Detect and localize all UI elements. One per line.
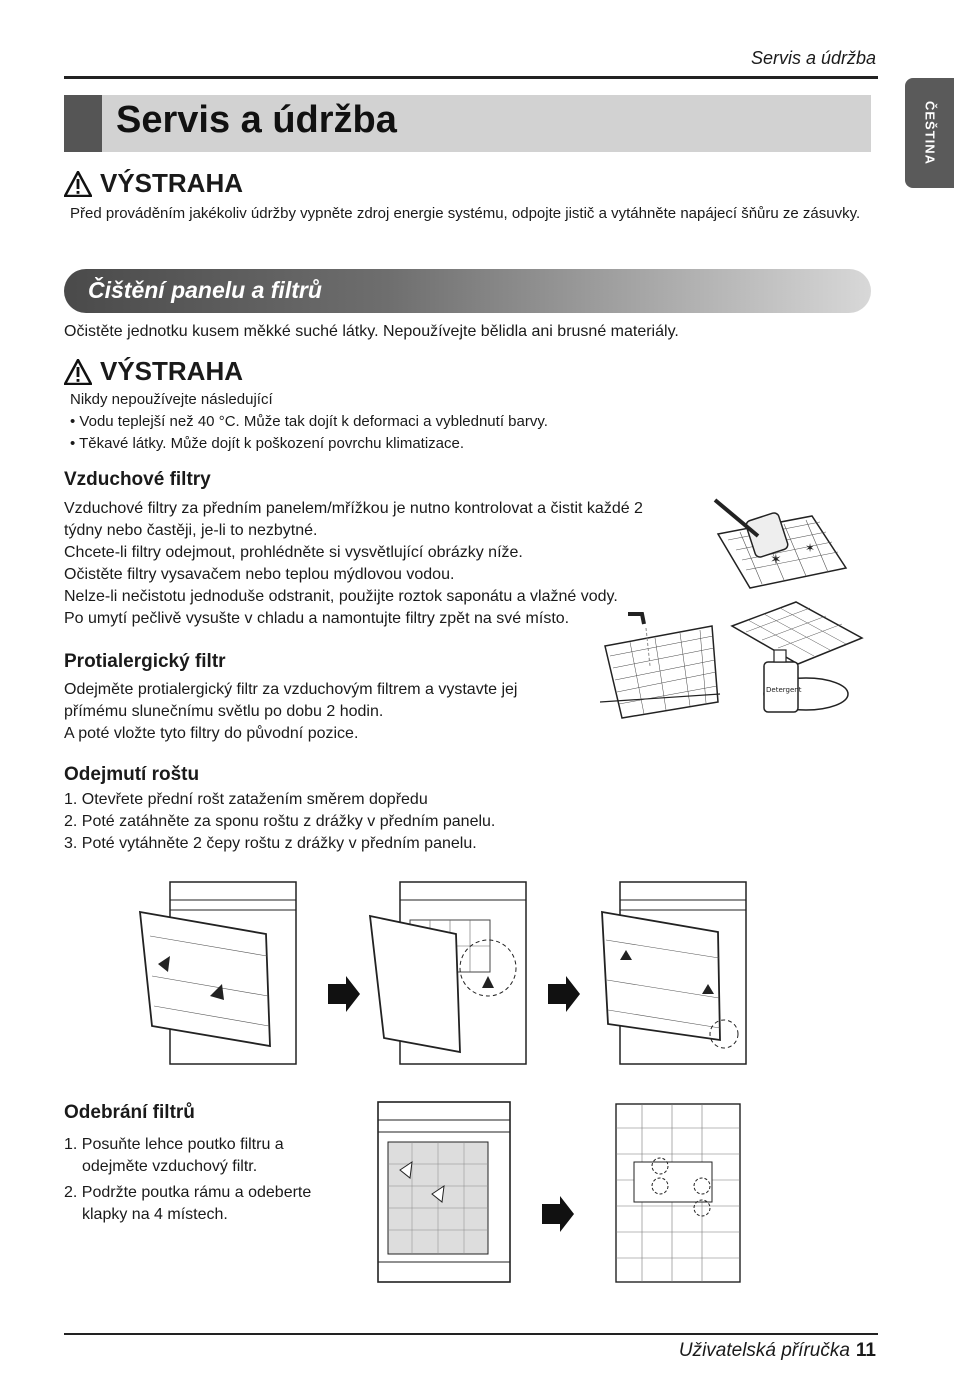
text-line: přímému slunečnímu světlu po dobu 2 hodin. [64, 703, 384, 720]
unit-step-1 [140, 882, 296, 1064]
unit-filter-removed [616, 1104, 740, 1282]
arrow-right-icon [328, 976, 360, 1012]
text-line: Nelze-li nečistotu jednoduše odstranit, použijte roztok saponátu a vlažné vody. [64, 588, 618, 605]
unit-with-filter [378, 1102, 510, 1282]
grille-removal-heading: Odejmutí roštu [64, 764, 200, 785]
title-bar [64, 95, 871, 152]
page-number: 11 [855, 1340, 876, 1361]
allergy-filter-heading: Protialergický filtr [64, 651, 226, 672]
step: 3. Poté vytáhněte 2 čepy roštu z drážky v předním panelu. [64, 835, 477, 852]
warning-2-bullet: • Těkavé látky. Může dojít k poškození povrchu klimatizace. [70, 435, 465, 452]
section-intro: Očistěte jednotku kusem měkké suché látky. Nepoužívejte bělidla ani brusné materiály. [64, 323, 679, 340]
section-heading: Čištění panelu a filtrů [88, 277, 322, 303]
detergent-label: Detergent [766, 686, 802, 694]
svg-text:✶: ✶ [805, 541, 816, 555]
footer-text: Uživatelská příručka [678, 1340, 850, 1361]
warning-2-bullet: • Vodu teplejší než 40 °C. Může tak dojít k deformaci a vyblednutí barvy. [70, 413, 548, 430]
warning-triangle-icon [64, 359, 92, 385]
filter-removal-steps [64, 1134, 311, 1226]
section-bar [64, 269, 871, 313]
warning-2-lead: Nikdy nepoužívejte následující [70, 391, 273, 408]
warning-1-text: Před prováděním jakékoliv údržby vypněte zdroj energie systému, odpojte jistič a vytáhněte napájecí šňůru ze zásuvky. [70, 205, 861, 222]
step: 2. Podržte poutka rámu a odeberte [64, 1184, 312, 1201]
language-tab-label: ČEŠTINA [922, 100, 937, 166]
text-line: týdny nebo častěji, je-li to nezbytné. [64, 522, 318, 539]
text-line: Chcete-li filtry odejmout, prohlédněte si vysvětlující obrázky níže. [64, 544, 523, 561]
warning-heading-1-text: VÝSTRAHA [100, 168, 244, 198]
step: odejměte vzduchový filtr. [82, 1158, 258, 1175]
vacuum-filter-drawing [715, 500, 846, 588]
filter-removal-heading: Odebrání filtrů [64, 1102, 195, 1123]
filter-cleaning-illustration [600, 496, 900, 730]
step: 1. Posuňte lehce poutko filtru a [64, 1136, 284, 1153]
step: 1. Otevřete přední rošt zatažením směrem dopředu [64, 791, 428, 808]
air-filters-heading: Vzduchové filtry [64, 469, 211, 490]
arrow-right-icon [542, 1196, 574, 1232]
warning-heading-1 [64, 168, 243, 199]
top-rule [64, 76, 878, 79]
language-tab [905, 78, 954, 188]
arrow-right-icon [548, 976, 580, 1012]
warning-heading-2 [64, 356, 243, 387]
text-line: Po umytí pečlivě vysušte v chladu a namontujte filtry zpět na své místo. [64, 610, 570, 627]
warning-heading-2-text: VÝSTRAHA [100, 356, 244, 386]
grille-removal-illustration [100, 876, 760, 1072]
page-title: Servis a údržba [116, 99, 397, 141]
step: 2. Poté zatáhněte za sponu roštu z drážky v předním panelu. [64, 813, 496, 830]
text-line: Odejměte protialergický filtr za vzduchovým filtrem a vystavte jej [64, 681, 518, 698]
warning-triangle-icon [64, 171, 92, 197]
unit-step-2 [370, 882, 526, 1064]
allergy-filter-text [64, 679, 584, 745]
text-line: Očistěte filtry vysavačem nebo teplou mýdlovou vodou. [64, 566, 455, 583]
step: klapky na 4 místech. [82, 1206, 228, 1223]
footer [679, 1340, 876, 1362]
detergent-bowl-drawing [732, 602, 862, 712]
washing-filter-drawing [600, 614, 720, 718]
unit-step-3 [602, 882, 746, 1064]
text-line: Vzduchové filtry za předním panelem/mřížkou je nutno kontrolovat a čistit každé 2 [64, 500, 643, 517]
grille-removal-steps [64, 789, 495, 855]
filter-removal-illustration [372, 1098, 748, 1288]
svg-text:✶: ✶ [770, 552, 782, 568]
running-head: Servis a údržba [750, 48, 876, 68]
title-bar-block [64, 95, 102, 152]
bottom-rule [64, 1333, 878, 1335]
text-line: A poté vložte tyto filtry do původní pozice. [64, 725, 359, 742]
